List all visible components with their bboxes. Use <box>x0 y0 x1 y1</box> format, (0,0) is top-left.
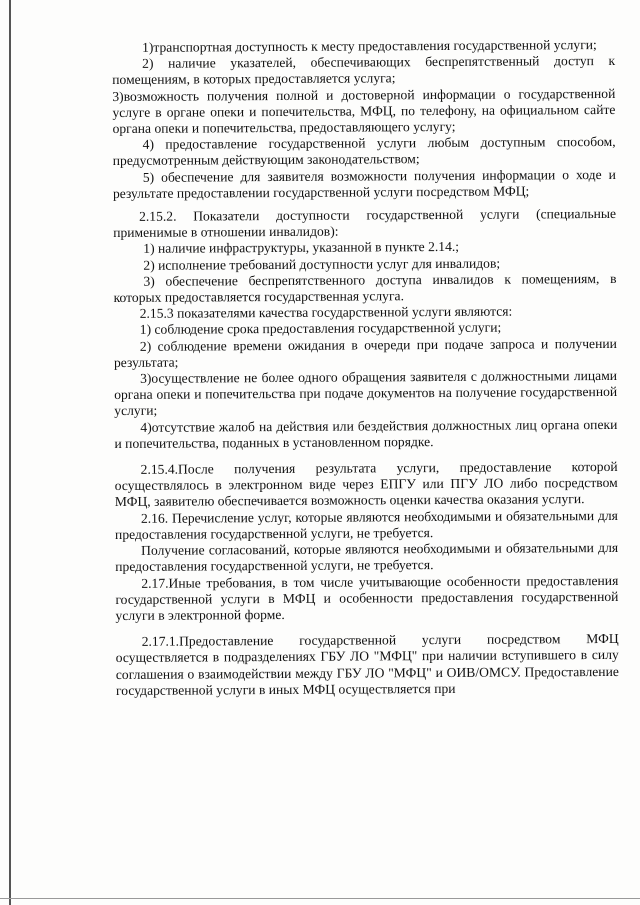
section-2-17: 2.17.Иные требования, в том числе учитывающие особенности предоставления государственной услуги в МФЦ и особенности предоставления государственной услуги в электронной форме. <box>115 572 619 623</box>
list-item-single-appeal: 3)осуществление не более одного обращения заявителя с должностными лицами органа опеки и попечительства при подаче документов на получение государственной услуги; <box>114 367 618 419</box>
section-2-16: 2.16. Перечисление услуг, которые являются необходимыми и обязательными для предоставления государственной услуги, не требуется. <box>114 507 618 542</box>
section-2-15-2: 2.15.2. Показатели доступности государственной услуги (специальные применимые в отношении инвалидов): <box>113 205 617 241</box>
paragraph-transport-access: 1)транспортная доступность к месту предоставления государственной услуги; <box>141 37 597 55</box>
section-2-15-3: 2.15.3 показателями качества государственной услуги являются: <box>139 303 513 322</box>
page-edge-line <box>9 0 11 905</box>
list-item-no-complaints: 4)отсутствие жалоб на действия или бездействия должностных лиц органа опеки и попечительства, поданных в установленном порядке. <box>114 416 618 451</box>
section-2-17-1: 2.17.1.Предоставление государственной услуги посредством МФЦ осуществляется в подразделениях ГБУ ЛО "МФЦ" при наличии вступившего в силу соглашения о взаимодействии между ГБУ ЛО "МФЦ" и ОИВ/ОМСУ. Предоставление государственной услуги в иных МФЦ осуществляется при <box>115 631 619 698</box>
list-item-infrastructure: 1) наличие инфраструктуры, указанной в пункте 2.14.; <box>143 239 460 257</box>
list-item-unobstructed-access: 3) обеспечение беспрепятственного доступа инвалидов к помещениям, в которых предоставляется государственная услуга. <box>113 270 617 306</box>
paragraph-any-method: 4) предоставление государственной услуги любым доступным способом, предусмотренным действующим законодательством; <box>112 134 616 169</box>
paragraph-mfc-info: 5) обеспечение для заявителя возможности получения информации о ходе и результате предоставлении государственной услуги посредством МФЦ; <box>112 166 616 201</box>
document-body <box>112 37 619 699</box>
list-item-accessibility-requirements: 2) исполнение требований доступности услуг для инвалидов; <box>143 255 501 273</box>
paragraph-info-availability: 3)возможность получения полной и достоверной информации о государственной услуге в органе опеки и попечительства, МФЦ, по телефону, на официальном сайте органа опеки и попечительства, предоставляющего услугу; <box>112 85 616 137</box>
list-item-waiting-time: 2) соблюдение времени ожидания в очереди при подаче запроса и получении результата; <box>113 335 617 370</box>
section-2-15-4: 2.15.4.После получения результата услуги, предоставление которой осуществлялось в электронном виде через ЕПГУ или ПГУ ЛО либо посредством МФЦ, заявителю обеспечивается возможность оценки качества оказания услуги. <box>114 458 618 510</box>
list-item-deadline: 1) соблюдение срока предоставления государственной услуги; <box>139 320 502 338</box>
paragraph-signage: 2) наличие указателей, обеспечивающих беспрепятственный доступ к помещениям, в которых предоставляется услуга; <box>112 53 616 88</box>
page-bottom-line <box>0 898 640 899</box>
paragraph-approvals: Получение согласований, которые являются необходимыми и обязательными для предоставления государственной услуги, не требуется. <box>115 540 619 575</box>
